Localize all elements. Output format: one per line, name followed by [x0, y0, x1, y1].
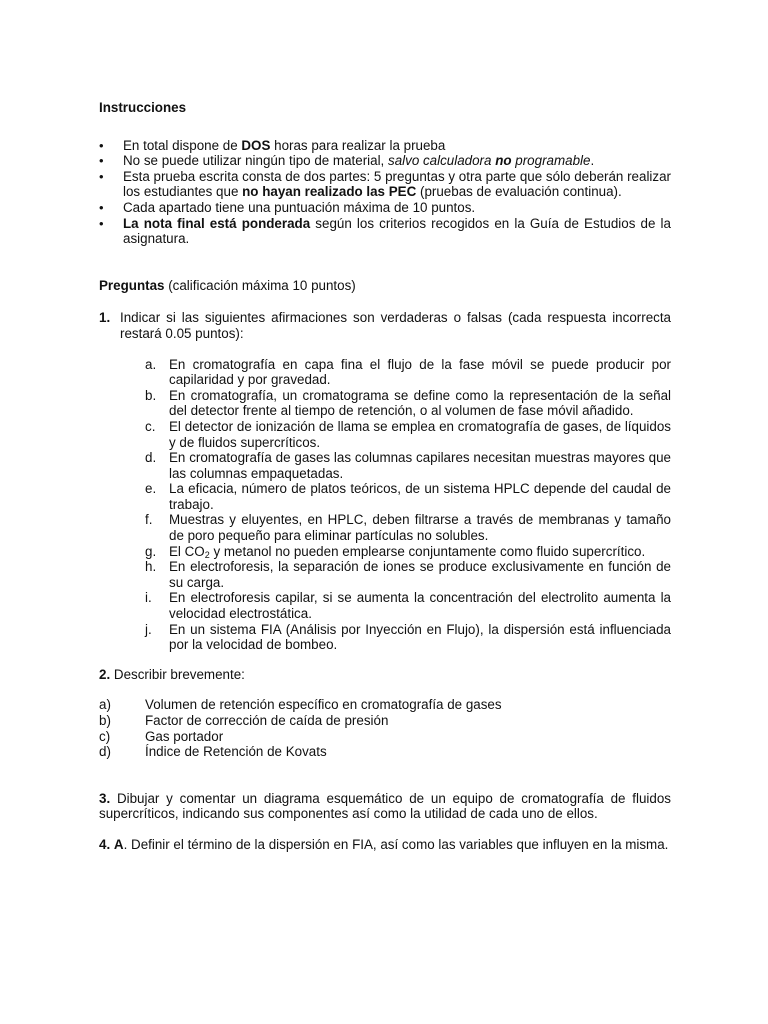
list-item: d) Índice de Retención de Kovats — [99, 744, 327, 760]
list-item: g. El $CO_2$ y metanol no pueden emplearse conjuntamente como fluido supercrítico. — [145, 543, 646, 560]
list-item: h. En electroforesis, la separación de iones se produce exclusivamente en función de su carga. — [145, 559, 671, 590]
questions-heading: Preguntas (calificación máxima 10 puntos) — [99, 277, 356, 293]
list-item: b) Factor de corrección de caída de presión — [99, 713, 389, 728]
list-item: i. En electroforesis capilar, si se aumenta la concentración del electrolito aumenta la velocidad electrostática. — [145, 590, 671, 622]
list-item: a) Volumen de retención específico en cromatografía de gases — [99, 697, 502, 713]
question-number: 1. — [99, 310, 111, 326]
list-item: • En total dispone de DOS horas para realizar la prueba — [99, 138, 671, 154]
instructions-list — [99, 138, 671, 247]
list-item: f. Muestras y eluyentes, en HPLC, deben filtrarse a través de membranas y tamaño de poro pequeño para eliminar partículas no solubles. — [145, 512, 671, 544]
question-text: Indicar si las siguientes afirmaciones son verdaderas o falsas (cada respuesta incorrecta restará 0.05 puntos): — [120, 310, 671, 341]
question-3: 3. Dibujar y comentar un diagrama esquemático de un equipo de cromatografía de fluidos supercríticos, indicando sus componentes así como la utilidad de cada uno de ellos. — [99, 790, 671, 822]
question-1 — [99, 310, 671, 341]
list-item: c) Gas portador — [99, 728, 224, 744]
question-1-statements — [145, 357, 671, 653]
list-item: b. En cromatografía, un cromatograma se define como la representación de la señal del detector frente al tiempo de retención, o al volumen de fase móvil añadido. — [145, 387, 671, 419]
list-item: d. En cromatografía de gases las columnas capilares necesitan muestras mayores que las columnas empaquetadas. — [145, 450, 671, 481]
list-item: e. La eficacia, número de platos teóricos, de un sistema HPLC depende del caudal de trabajo. — [145, 481, 671, 512]
list-item: • No se puede utilizar ningún tipo de material, salvo calculadora no programable. — [99, 153, 671, 169]
list-item: a. En cromatografía en capa fina el flujo de la fase móvil se puede producir por capilaridad y por gravedad. — [145, 356, 671, 388]
list-item: c. El detector de ionización de llama se emplea en cromatografía de gases, de líquidos y de fluidos supercríticos. — [145, 418, 671, 450]
list-item: • Cada apartado tiene una puntuación máxima de 10 puntos. — [99, 200, 671, 216]
question-2: 2. Describir brevemente: — [99, 666, 245, 682]
list-item: • La nota final está ponderada según los criterios recogidos en la Guía de Estudios de la asignatura. — [99, 216, 671, 247]
question-2-items — [99, 697, 671, 759]
question-4: 4. A. Definir el término de la dispersión en FIA, así como las variables que influyen en la misma. — [99, 836, 669, 852]
instructions-heading: Instrucciones — [99, 100, 187, 115]
list-item: • Esta prueba escrita consta de dos partes: 5 preguntas y otra parte que sólo deberán realizar los estudiantes que no hayan realizado las PEC (pruebas de evaluación continua). — [99, 169, 671, 200]
list-item: j. En un sistema FIA (Análisis por Inyección en Flujo), la dispersión está influenciada por la velocidad de bombeo. — [145, 621, 671, 653]
exam-page — [99, 100, 671, 853]
